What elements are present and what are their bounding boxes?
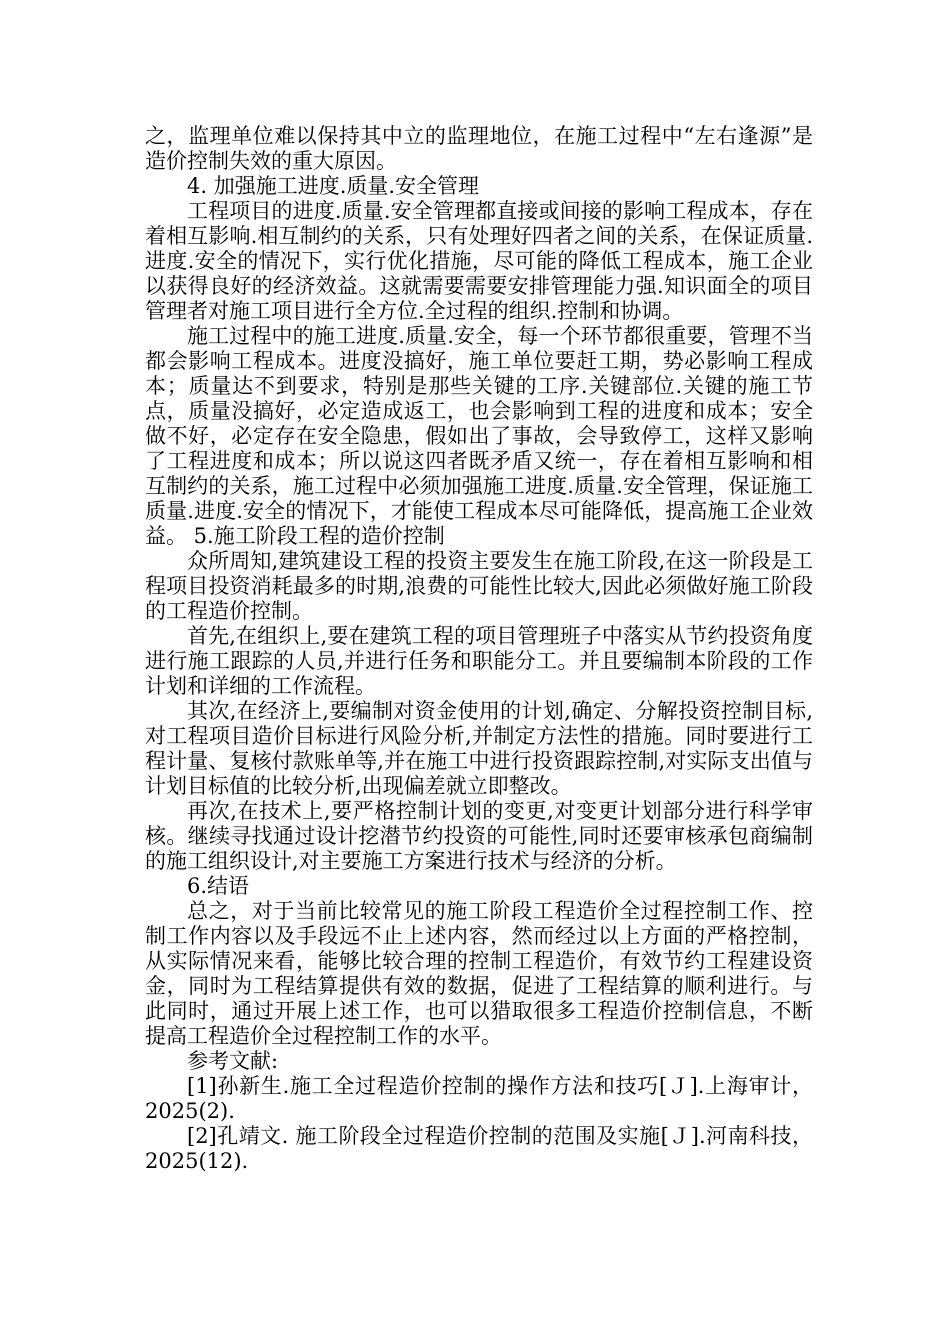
paragraph: 总之，对于当前比较常见的施工阶段工程造价全过程控制工作、控制工作内容以及手段远不止上述内容，然而经过以上方面的严格控制，从实际情况来看，能够比较合理的控制工程造价，有效节约工程建设资金，同时为工程结算提供有效的数据，促进了工程结算的顺利进行。与此同时，通过开展上述工作，也可以猎取很多工程造价控制信息，不断提高工程造价全过程控制工作的水平。 xyxy=(145,899,813,1048)
paragraph: 工程项目的进度.质量.安全管理都直接或间接的影响工程成本，存在着相互影响.相互制约的关系，只有处理好四者之间的关系，在保证质量.进度.安全的情况下，实行优化措施，尽可能的降低工程成本，施工企业以获得良好的经济效益。这就需要需要安排管理能力强.知识面全的项目管理者对施工项目进行全方位.全过程的组织.控制和协调。 xyxy=(145,199,813,323)
reference-item: [1]孙新生.施工全过程造价控制的操作方法和技巧[Ｊ].上海审计，2025(2). xyxy=(145,1074,813,1123)
section-heading-4: 4. 加强施工进度.质量.安全管理 xyxy=(187,174,480,198)
paragraph: 施工过程中的施工进度.质量.安全，每一个环节都很重要，管理不当都会影响工程成本。进度没搞好，施工单位要赶工期，势必影响工程成本；质量达不到要求，特别是那些关键的工序.关键部位.关键的施工节点，质量没搞好，必定造成返工，也会影响到工程的进度和成本；安全做不好，必定存在安全隐患，假如出了事故，会导致停工，这样又影响了工程进度和成本；所以说这四者既矛盾又统一，存在着相互影响和相互制约的关系，施工过程中必须加强施工进度.质量.安全管理，保证施工质量.进度.安全的情况下，才能使工程成本尽可能降低，提高施工企业效益。 5.施工阶段工程的造价控制 xyxy=(145,324,813,548)
references-heading: 参考文献: xyxy=(187,1049,279,1073)
paragraph-continuation: 之，监理单位难以保持其中立的监理地位，在施工过程中“左右逢源”是造价控制失效的重大原因。 xyxy=(145,124,813,173)
paragraph: 其次,在经济上,要编制对资金使用的计划,确定、分解投资控制目标,对工程项目造价目标进行风险分析,并制定方法性的措施。同时要进行工程计量、复核付款账单等,并在施工中进行投资跟踪控制,对实际支出值与计划目标值的比较分析,出现偏差就立即整改。 xyxy=(145,699,813,798)
paragraph: 众所周知,建筑建设工程的投资主要发生在施工阶段,在这一阶段是工程项目投资消耗最多的时期,浪费的可能性比较大,因此必须做好施工阶段的工程造价控制。 xyxy=(145,549,813,623)
paragraph: 首先,在组织上,要在建筑工程的项目管理班子中落实从节约投资角度进行施工跟踪的人员,并进行任务和职能分工。并且要编制本阶段的工作计划和详细的工作流程。 xyxy=(145,624,813,698)
paragraph: 再次,在技术上,要严格控制计划的变更,对变更计划部分进行科学审核。继续寻找通过设计挖潜节约投资的可能性,同时还要审核承包商编制的施工组织设计,对主要施工方案进行技术与经济的分析。 xyxy=(145,799,813,873)
section-heading-6: 6.结语 xyxy=(187,874,250,898)
document-body xyxy=(145,124,813,1174)
reference-item: [2]孔靖文. 施工阶段全过程造价控制的范围及实施[Ｊ].河南科技，2025(12). xyxy=(145,1124,813,1173)
